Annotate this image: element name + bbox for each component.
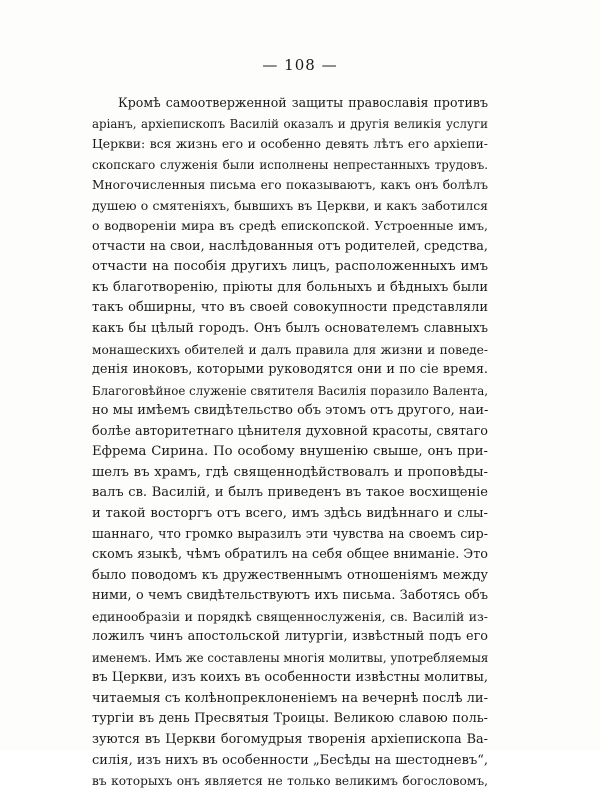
text-line: какъ бы цѣлый городъ. Онъ былъ основателемъ славныхъ xyxy=(92,321,488,337)
text-line: Многочисленныя письма его показываютъ, какъ онъ болѣлъ xyxy=(92,178,488,193)
text-line: ними, о чемъ свидѣтельствуютъ ихъ письма. Заботясь объ xyxy=(92,588,488,604)
text-line: Благоговѣйное служеніе святителя Василія поразило Валента, xyxy=(92,383,488,398)
body-text xyxy=(92,93,488,792)
text-line: и такой восторгъ отъ всего, имъ здѣсь видѣннаго и слы- xyxy=(92,505,488,521)
text-line: зуются въ Церкви богомудрыя творенія архіепископа Ва- xyxy=(92,731,488,747)
text-line: такъ обширны, что въ своей совокупности представляли xyxy=(92,300,488,316)
text-line: но мы имѣемъ свидѣтельство объ этомъ отъ другого, наи- xyxy=(92,403,489,419)
text-line: тургіи въ день Пресвятыя Троицы. Великою славою поль- xyxy=(92,711,488,727)
text-line: силія, изъ нихъ въ особенности „Бесѣды на шестодневъ“, xyxy=(92,752,488,768)
text-line: единообразіи и порядкѣ священнослуженія, св. Василій из- xyxy=(92,608,488,624)
text-line: къ благотворенію, пріюты для больныхъ и бѣдныхъ были xyxy=(92,279,488,295)
text-line: Кромѣ самоотверженной защиты православія противъ xyxy=(118,95,488,110)
text-line: валъ св. Василій, и былъ приведенъ въ такое восхищеніе xyxy=(92,485,488,501)
text-line: о водвореніи мира въ средѣ епископской. Устроенные имъ, xyxy=(92,218,488,234)
text-line: монашескихъ обителей и далъ правила для жизни и поведе- xyxy=(92,342,488,357)
text-line: ложилъ чинъ апостольской литургіи, извѣстный подъ его xyxy=(92,629,488,645)
text-line: Церкви: вся жизнь его и особенно девять лѣтъ его архіепи- xyxy=(92,136,488,152)
text-line: было поводомъ къ дружественнымъ отношеніямъ между xyxy=(92,567,488,583)
text-line: душею о смятеніяхъ, бывшихъ въ Церкви, и какъ заботился xyxy=(92,197,488,213)
text-line: именемъ. Имъ же составлены многія молитвы, употребляемыя xyxy=(92,650,489,665)
text-line: шелъ въ храмъ, гдѣ священнодѣйствовалъ и проповѣды- xyxy=(92,464,488,480)
text-line: шаннаго, что громко выразилъ эти чувства на своемъ сир- xyxy=(92,526,488,542)
text-line: Ефрема Сирина. По особому внушенію свыше, онъ при- xyxy=(92,444,488,460)
text-line: въ которыхъ онъ является не только великимъ богословомъ, xyxy=(92,774,488,789)
text-line: аріанъ, архіепископъ Василій оказалъ и другія великія услуги xyxy=(92,116,488,131)
text-line: скомъ языкѣ, чѣмъ обратилъ на себя общее вниманіе. Это xyxy=(92,547,488,563)
text-line: отчасти на пособія другихъ лицъ, расположенныхъ имъ xyxy=(92,259,488,275)
text-line: отчасти на свои, наслѣдованныя отъ родителей, средства, xyxy=(92,238,488,254)
text-line: читаемыя съ колѣнопреклоненіемъ на вечернѣ послѣ ли- xyxy=(92,690,488,706)
text-line: денія иноковъ, которыми руководятся они и по сіе время. xyxy=(92,362,488,378)
text-line: болѣе авторитетнаго цѣнителя духовной красоты, святаго xyxy=(92,423,488,439)
text-line: скопскаго служенія были исполнены непрестанныхъ трудовъ. xyxy=(92,157,488,172)
text-line: въ Церкви, изъ коихъ въ особенности извѣстны молитвы, xyxy=(92,670,488,686)
page-number: — 108 — xyxy=(262,56,338,74)
